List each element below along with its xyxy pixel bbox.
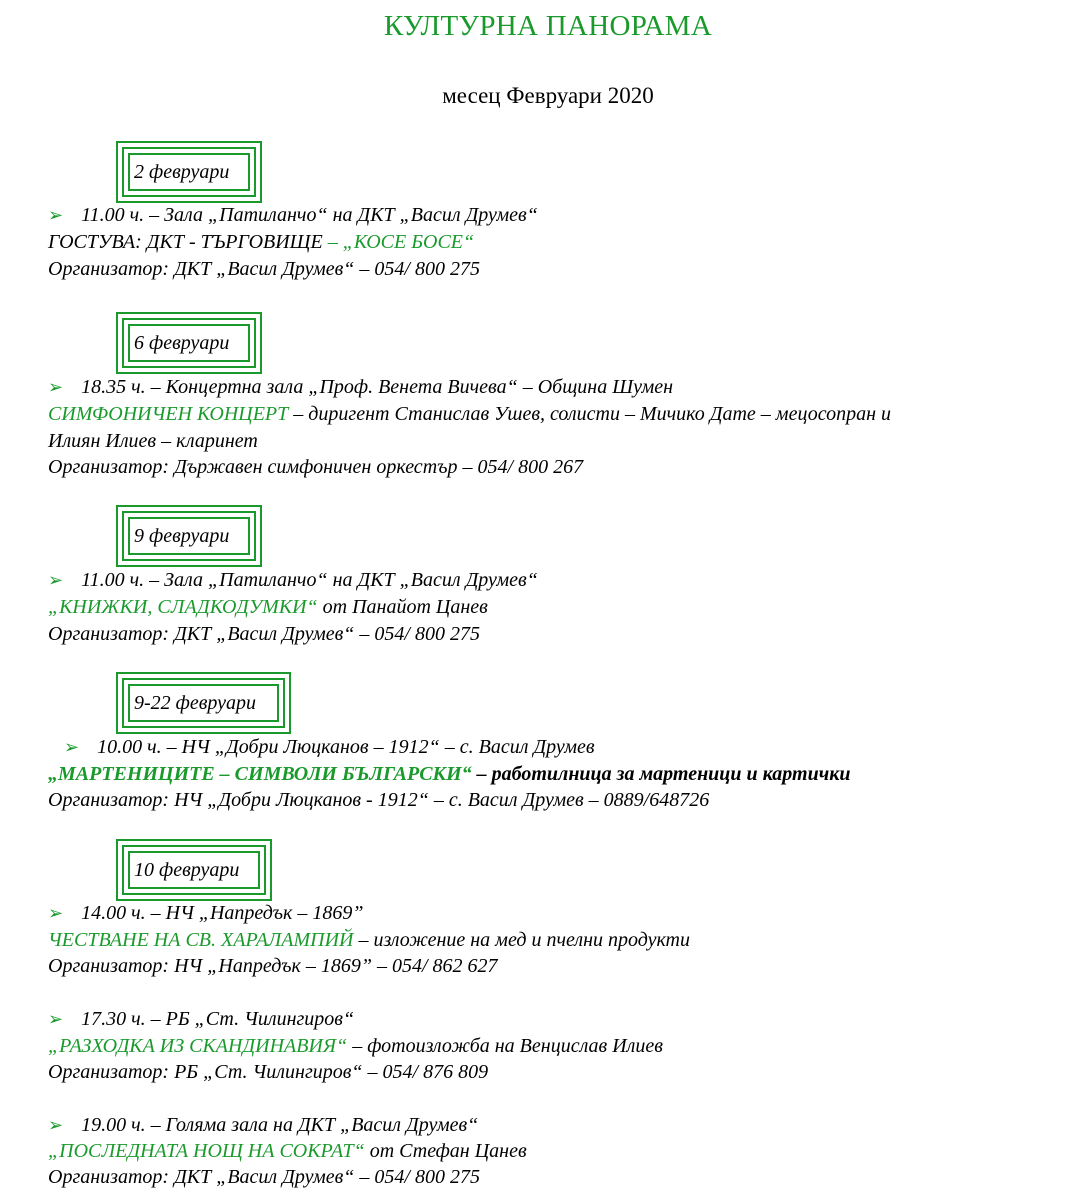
event-description: – фотоизложба на Венцислав Илиев [347,1035,663,1057]
event-title [48,401,891,427]
event-title-highlight: „ПОСЛЕДНАТА НОЩ НА СОКРАТ“ [48,1140,365,1162]
arrow-bullet-icon: ➢ [48,570,64,590]
event-time-place: ➢ 11.00 ч. – Зала „Патиланчо“ на ДКТ „Васил Друмев“ [48,204,538,226]
arrow-bullet-icon: ➢ [64,737,80,757]
arrow-bullet-icon: ➢ [48,205,64,225]
event-description-cont: Илиян Илиев – кларинет [48,430,258,452]
event-organizer: Организатор: РБ „Ст. Чилингиров“ – 054/ 876 809 [48,1061,489,1083]
date-label: 10 февруари [128,851,260,889]
arrow-bullet-icon: ➢ [48,1115,64,1135]
event-description: – изложение на мед и пчелни продукти [353,929,691,951]
arrow-bullet-icon: ➢ [48,377,64,397]
event-time-place: ➢ 10.00 ч. – НЧ „Добри Люцканов – 1912“ – с. Васил Друмев [64,736,595,758]
event-organizer: Организатор: НЧ „Добри Люцканов - 1912“ – с. Васил Друмев – 0889/648726 [48,789,710,811]
page-title: КУЛТУРНА ПАНОРАМА [383,10,713,42]
event-title-highlight: – „КОСЕ БОСЕ“ [322,231,475,253]
event-title-highlight: СИМФОНИЧЕН КОНЦЕРТ [48,403,289,425]
event-title [48,1138,527,1164]
page-subtitle: месец Февруари 2020 [442,83,654,108]
date-box [116,672,291,734]
event-time-place: ➢ 14.00 ч. – НЧ „Напредък – 1869” [48,902,364,924]
event-title [48,927,690,953]
event-title-highlight: „МАРТЕНИЦИТЕ – СИМВОЛИ БЪЛГАРСКИ“ [48,763,472,785]
date-box [116,505,262,567]
event-title-highlight: ЧЕСТВАНЕ НА СВ. ХАРАЛАМПИЙ [48,929,354,951]
event-title [48,1033,663,1059]
event-title [48,594,488,620]
event-description: – диригент Станислав Ушев, солисти – Мичико Дате – мецосопран и [288,403,891,425]
date-label: 6 февруари [128,324,250,362]
date-box [116,312,262,374]
event-time-place: ➢ 19.00 ч. – Голяма зала на ДКТ „Васил Друмев“ [48,1114,479,1136]
event-title-highlight: „РАЗХОДКА ИЗ СКАНДИНАВИЯ“ [48,1035,348,1057]
date-label: 9 февруари [128,517,250,555]
event-organizer: Организатор: ДКТ „Васил Друмев“ – 054/ 800 275 [48,623,480,645]
event-time-place: ➢ 17.30 ч. – РБ „Ст. Чилингиров“ [48,1008,355,1030]
event-title-highlight: „КНИЖКИ, СЛАДКОДУМКИ“ [48,596,318,618]
date-label: 2 февруари [128,153,250,191]
event-organizer: Организатор: НЧ „Напредък – 1869” – 054/ 862 627 [48,955,498,977]
event-title [48,229,474,255]
event-time-place: ➢ 11.00 ч. – Зала „Патиланчо“ на ДКТ „Васил Друмев“ [48,569,538,591]
date-box [116,141,262,203]
event-title [48,761,850,787]
date-box [116,839,272,901]
event-description: от Стефан Цанев [364,1140,527,1162]
event-time-place: ➢ 18.35 ч. – Концертна зала „Проф. Венета Вичева“ – Община Шумен [48,376,674,398]
event-title-prefix: ГОСТУВА: ДКТ - ТЪРГОВИЩЕ [48,231,323,253]
event-organizer: Организатор: Държавен симфоничен оркестър – 054/ 800 267 [48,456,584,478]
event-organizer: Организатор: ДКТ „Васил Друмев“ – 054/ 800 275 [48,258,480,280]
event-organizer: Организатор: ДКТ „Васил Друмев“ – 054/ 800 275 [48,1166,480,1188]
arrow-bullet-icon: ➢ [48,1009,64,1029]
event-description: – работилница за мартеници и картички [471,763,851,785]
event-description: от Панайот Цанев [317,596,488,618]
arrow-bullet-icon: ➢ [48,903,64,923]
date-label: 9-22 февруари [128,684,279,722]
